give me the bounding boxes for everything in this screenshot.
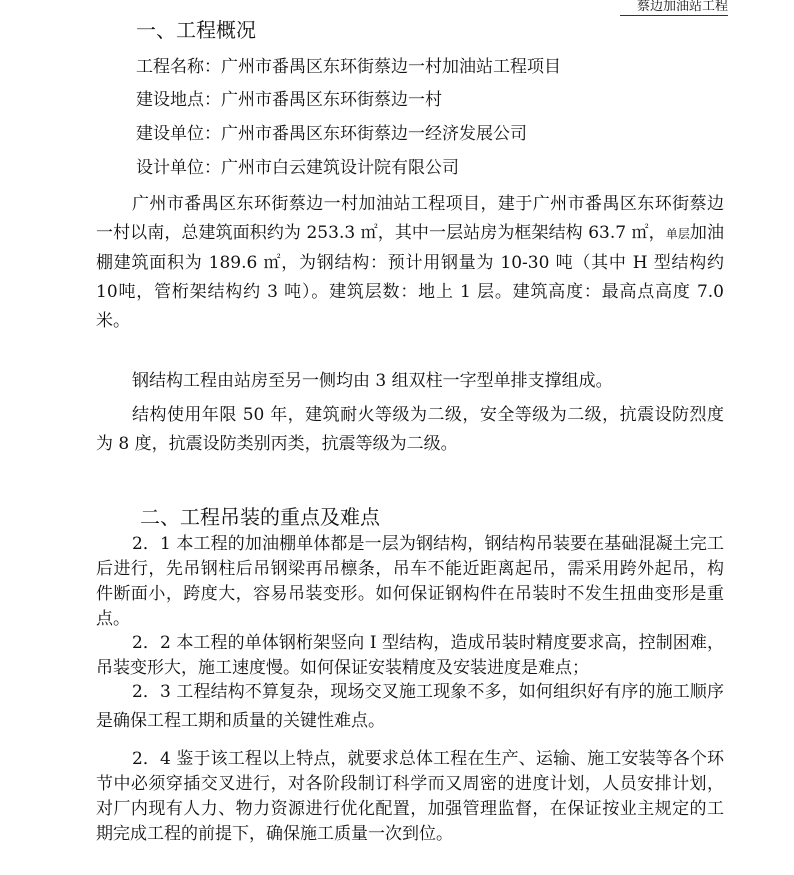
seismic-paragraph: 结构使用年限 50 年，建筑耐火等级为二级，安全等级为二级，抗震设防烈度为 8 度，抗震设防类别丙类，抗震等级为二级。 [96, 405, 724, 454]
steel-structure-paragraph: 钢结构工程由站房至另一侧均由 3 组双柱一字型单排支撑组成。 [132, 371, 613, 391]
location-row: 建设地点：广州市番禺区东环街蔡边一村 [136, 90, 442, 110]
overview-paragraph [96, 190, 724, 336]
owner-row: 建设单位：广州市番禺区东环街蔡边一经济发展公司 [136, 124, 527, 144]
difficulty-item-2: 2．2 本工程的单体钢桁架竖向 I 型结构，造成吊装时精度要求高，控制困难，吊装变形大，施工速度慢。如何保证安装精度及安装进度是难点； [96, 633, 724, 678]
difficulty-item-3: 2．3 工程结构不算复杂，现场交叉施工现象不多，如何组织好有序的施工顺序是确保工程工期和质量的关键性难点。 [96, 682, 724, 731]
difficulty-item-4: 2．4 鉴于该工程以上特点，就要求总体工程在生产、运输、施工安装等各个环节中必须穿插交叉进行，对各阶段制订科学而又周密的进度计划，人员安排计划，对厂内现有人力、物力资源进行优化配置，加强管理监督，在保证按业主规定的工期完成工程的前提下，确保施工质量一次到位。 [96, 749, 724, 844]
difficulty-item-1: 2．1 本工程的加油棚单体都是一层为钢结构，钢结构吊装要在基础混凝土完工后进行，先吊钢柱后吊钢梁再吊檩条，吊车不能近距离起吊，需采用跨外起吊，构件断面小，跨度大，容易吊装变形。如何保证钢构件在吊装时不发生扭曲变形是重点。 [96, 534, 724, 629]
section-2-title: 二、工程吊装的重点及难点 [140, 505, 380, 529]
project-name-row: 工程名称：广州市番禺区东环街蔡边一村加油站工程项目 [136, 57, 561, 77]
designer-row: 设计单位：广州市白云建筑设计院有限公司 [136, 158, 459, 178]
section-1-title: 一、工程概况 [136, 18, 256, 42]
overview-text-b: 加油棚建筑面积为 189.6 ㎡，为钢结构：预计用钢量为 10-30 吨（其中 H 型结构约 10吨，管桁架结构约 3 吨）。建筑层数：地上 1 层。建筑高度：最高点高度 7.0 米。 [96, 223, 724, 331]
overview-text-a: 广州市番禺区东环街蔡边一村加油站工程项目，建于广州市番禺区东环街蔡边一村以南，总建筑面积约为 253.3 ㎡，其中一层站房为框架结构 63.7 ㎡， [96, 194, 724, 243]
page-header: 蔡边加油站工程 [620, 0, 728, 16]
overview-text-small: 单层 [665, 227, 690, 241]
